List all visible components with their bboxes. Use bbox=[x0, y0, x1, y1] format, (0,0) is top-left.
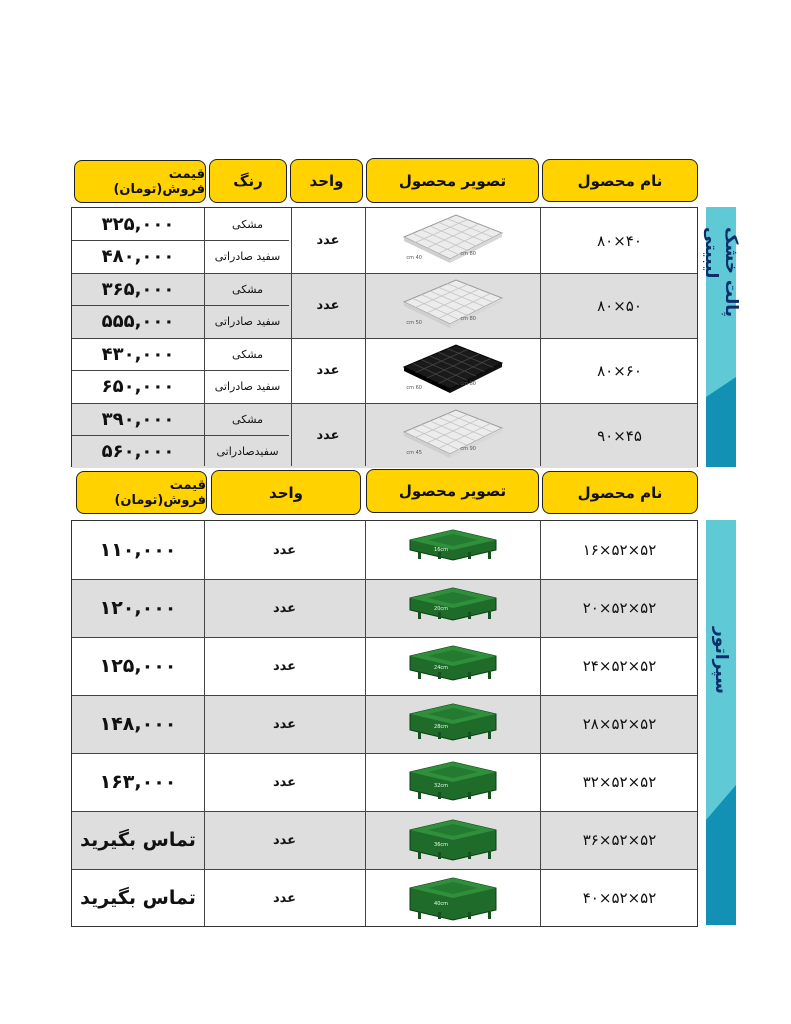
separator-height-label: 28cm bbox=[433, 724, 448, 730]
green-separator-icon bbox=[365, 521, 540, 579]
product-name-cell: ۵۲×۵۲×۲۴ bbox=[582, 657, 657, 675]
price-cell: ۳۶۵,۰۰۰ bbox=[101, 278, 175, 300]
product-name-cell: ۴۵×۹۰ bbox=[597, 426, 642, 445]
header-label: قیمت فروش(تومان) bbox=[114, 477, 206, 508]
header-label: نام محصول bbox=[577, 483, 663, 502]
white-pallet-icon bbox=[365, 208, 540, 273]
pallet-dim-label: 60 cm bbox=[405, 384, 422, 391]
unit-cell: عدد bbox=[316, 233, 340, 248]
header-label: تصویر محصول bbox=[398, 482, 507, 500]
row-divider bbox=[72, 869, 697, 870]
price-cell: ۱۶۳,۰۰۰ bbox=[99, 771, 177, 793]
row-divider bbox=[72, 338, 697, 339]
price-cell: تماس بگیرید bbox=[80, 887, 196, 909]
row-divider bbox=[72, 403, 697, 404]
table-row bbox=[72, 753, 697, 811]
green-separator-icon bbox=[365, 753, 540, 811]
pallet-dim-label: 40 cm bbox=[405, 254, 422, 261]
header-product-name-2 bbox=[542, 471, 698, 514]
price-cell: تماس بگیرید bbox=[80, 829, 196, 851]
pallet-dim-label: 80 cm bbox=[459, 250, 476, 257]
header-label: نام محصول bbox=[577, 171, 663, 190]
unit-cell: عدد bbox=[272, 890, 297, 906]
price-cell: ۴۳۰,۰۰۰ bbox=[101, 343, 175, 365]
price-cell: ۳۹۰,۰۰۰ bbox=[101, 408, 175, 430]
column-divider bbox=[365, 208, 366, 466]
unit-cell: عدد bbox=[272, 774, 297, 790]
separator-height-label: 24cm bbox=[433, 665, 448, 671]
row-divider bbox=[72, 753, 697, 754]
price-cell: ۱۲۵,۰۰۰ bbox=[99, 655, 177, 677]
separator-height-label: 32cm bbox=[433, 783, 448, 789]
price-cell: ۱۱۰,۰۰۰ bbox=[99, 539, 177, 561]
pallet-dim-label: 45 cm bbox=[405, 449, 422, 456]
column-divider bbox=[540, 521, 541, 926]
color-cell: سفید صادراتی bbox=[214, 250, 281, 264]
pallet-dim-label: 80 cm bbox=[459, 380, 476, 387]
color-cell: مشکی bbox=[232, 282, 263, 296]
sub-row-divider bbox=[72, 435, 289, 436]
table-row bbox=[72, 208, 697, 273]
green-separator-icon bbox=[365, 637, 540, 695]
sub-row-divider bbox=[72, 305, 289, 306]
color-cell: مشکی bbox=[232, 347, 263, 361]
column-divider bbox=[540, 208, 541, 466]
product-name-cell: ۵۲×۵۲×۴۰ bbox=[582, 889, 657, 907]
unit-cell: عدد bbox=[272, 716, 297, 732]
header-price bbox=[74, 160, 206, 203]
separator-height-label: 20cm bbox=[433, 606, 448, 612]
price-cell: ۶۵۰,۰۰۰ bbox=[101, 376, 175, 398]
separator-price-table bbox=[71, 520, 698, 927]
header-unit-2 bbox=[211, 470, 361, 515]
column-divider bbox=[365, 521, 366, 926]
unit-cell: عدد bbox=[272, 832, 297, 848]
color-cell: سفیدصادراتی bbox=[216, 445, 279, 459]
pallet-dim-label: 80 cm bbox=[459, 315, 476, 322]
row-divider bbox=[72, 637, 697, 638]
green-separator-icon bbox=[365, 869, 540, 927]
price-cell: ۵۶۰,۰۰۰ bbox=[101, 441, 175, 463]
separator-height-label: 40cm bbox=[433, 901, 448, 907]
pallet-dim-label: 50 cm bbox=[405, 319, 422, 326]
pallet-price-table bbox=[71, 207, 698, 467]
color-cell: سفید صادراتی bbox=[214, 380, 281, 394]
header-product-image bbox=[366, 158, 539, 203]
header-label: واحد bbox=[309, 172, 344, 190]
unit-cell: عدد bbox=[316, 428, 340, 443]
column-divider bbox=[204, 521, 205, 926]
unit-cell: عدد bbox=[316, 298, 340, 313]
header-label: تصویر محصول bbox=[398, 171, 507, 190]
white-pallet-icon bbox=[365, 273, 540, 338]
sub-row-divider bbox=[72, 370, 289, 371]
separator-height-label: 36cm bbox=[433, 842, 448, 848]
table-row bbox=[72, 403, 697, 468]
separator-height-label: 16cm bbox=[433, 547, 448, 553]
header-unit bbox=[290, 159, 363, 203]
column-divider bbox=[204, 208, 205, 466]
price-cell: ۱۴۸,۰۰۰ bbox=[99, 713, 177, 735]
header-price-2 bbox=[76, 471, 207, 514]
table-row bbox=[72, 811, 697, 869]
price-cell: ۳۲۵,۰۰۰ bbox=[101, 213, 175, 235]
header-product-image-2 bbox=[366, 469, 539, 513]
side-label-pallet: پالت خشک لیبیتی bbox=[701, 227, 741, 318]
product-name-cell: ۴۰×۸۰ bbox=[597, 231, 642, 250]
row-divider bbox=[72, 273, 697, 274]
side-bar-shape bbox=[706, 520, 736, 925]
table-row bbox=[72, 273, 697, 338]
green-separator-icon bbox=[365, 811, 540, 869]
product-name-cell: ۶۰×۸۰ bbox=[597, 361, 642, 380]
price-cell: ۴۸۰,۰۰۰ bbox=[101, 246, 175, 268]
black-pallet-icon bbox=[365, 338, 540, 403]
header-label: واحد bbox=[269, 483, 303, 502]
product-name-cell: ۵۲×۵۲×۲۸ bbox=[582, 715, 657, 733]
header-color bbox=[209, 159, 287, 203]
product-name-cell: ۵۲×۵۲×۳۲ bbox=[582, 773, 657, 791]
product-name-cell: ۵۲×۵۲×۳۶ bbox=[582, 831, 657, 849]
green-separator-icon bbox=[365, 579, 540, 637]
unit-cell: عدد bbox=[272, 600, 297, 616]
side-bar-separator bbox=[706, 520, 736, 925]
table-row bbox=[72, 869, 697, 927]
row-divider bbox=[72, 811, 697, 812]
unit-cell: عدد bbox=[316, 363, 340, 378]
row-divider bbox=[72, 695, 697, 696]
row-divider bbox=[72, 579, 697, 580]
sub-row-divider bbox=[72, 240, 289, 241]
table-row bbox=[72, 637, 697, 695]
header-label: قیمت فروش(تومان) bbox=[113, 166, 205, 197]
table-row bbox=[72, 695, 697, 753]
product-name-cell: ۵۲×۵۲×۲۰ bbox=[582, 599, 657, 617]
color-cell: مشکی bbox=[232, 217, 263, 231]
side-bar-pallet bbox=[701, 207, 741, 467]
header-label: رنگ bbox=[233, 172, 263, 190]
color-cell: سفید صادراتی bbox=[214, 315, 281, 329]
table-row bbox=[72, 579, 697, 637]
price-cell: ۵۵۵,۰۰۰ bbox=[101, 311, 175, 333]
column-divider bbox=[291, 208, 292, 466]
unit-cell: عدد bbox=[272, 542, 297, 558]
table-row bbox=[72, 521, 697, 579]
product-name-cell: ۵۲×۵۲×۱۶ bbox=[582, 541, 657, 559]
white-pallet-icon bbox=[365, 403, 540, 468]
table-row bbox=[72, 338, 697, 403]
unit-cell: عدد bbox=[272, 658, 297, 674]
product-name-cell: ۵۰×۸۰ bbox=[597, 296, 642, 315]
side-label-separator: سپراتور bbox=[711, 626, 731, 694]
price-cell: ۱۲۰,۰۰۰ bbox=[99, 597, 177, 619]
green-separator-icon bbox=[365, 695, 540, 753]
color-cell: مشکی bbox=[232, 412, 263, 426]
header-product-name bbox=[542, 159, 698, 202]
pallet-dim-label: 90 cm bbox=[459, 445, 476, 452]
